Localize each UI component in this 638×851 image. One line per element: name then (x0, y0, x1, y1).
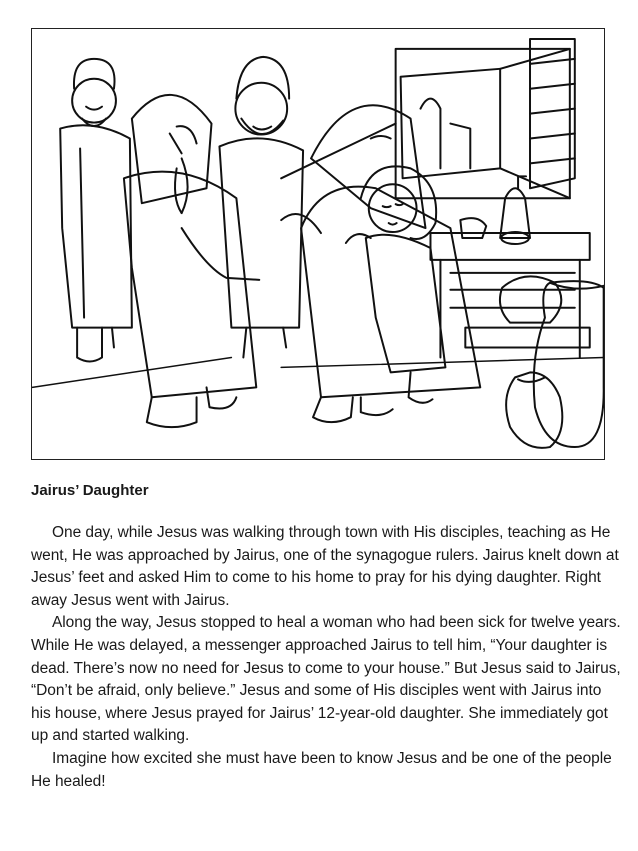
disciple-figure-left (60, 59, 132, 362)
story-paragraph-1: One day, while Jesus was walking through town with His disciples, teaching as He went, He was approached by Jairus, one of the synagogue rulers. Jairus knelt down at Jesus’ feet and asked Him to come to his home to pray for his dying daughter. Right away Jesus went with Jairus. (31, 524, 619, 609)
story-paragraph-3: Imagine how excited she must have been to know Jesus and be one of the people He healed! (31, 749, 612, 790)
story-section (31, 481, 621, 793)
girl-figure (346, 166, 446, 402)
window-icon (281, 39, 575, 198)
illustration-artwork (32, 29, 604, 459)
counter-icon (430, 176, 589, 357)
coloring-illustration (31, 28, 605, 460)
jairus-figure (124, 95, 259, 427)
jesus-figure (301, 105, 480, 422)
disciple-figure-back (219, 57, 321, 358)
story-title: Jairus’ Daughter (31, 482, 149, 499)
story-paragraph-2: Along the way, Jesus stopped to heal a woman who had been sick for twelve years. While He was delayed, a messenger approached Jairus to tell him, “Your daughter is dead. There’s now no need for Jesus to come to your house.” But Jesus said to Jairus, “Don’t be afraid, only believe.” Jesus and some of His disciples went with Jairus into his house, where Jesus prayed for Jairus’ 12-year-old daughter. She immediately got up and started walking. (31, 614, 621, 745)
jar-icon (506, 281, 604, 448)
